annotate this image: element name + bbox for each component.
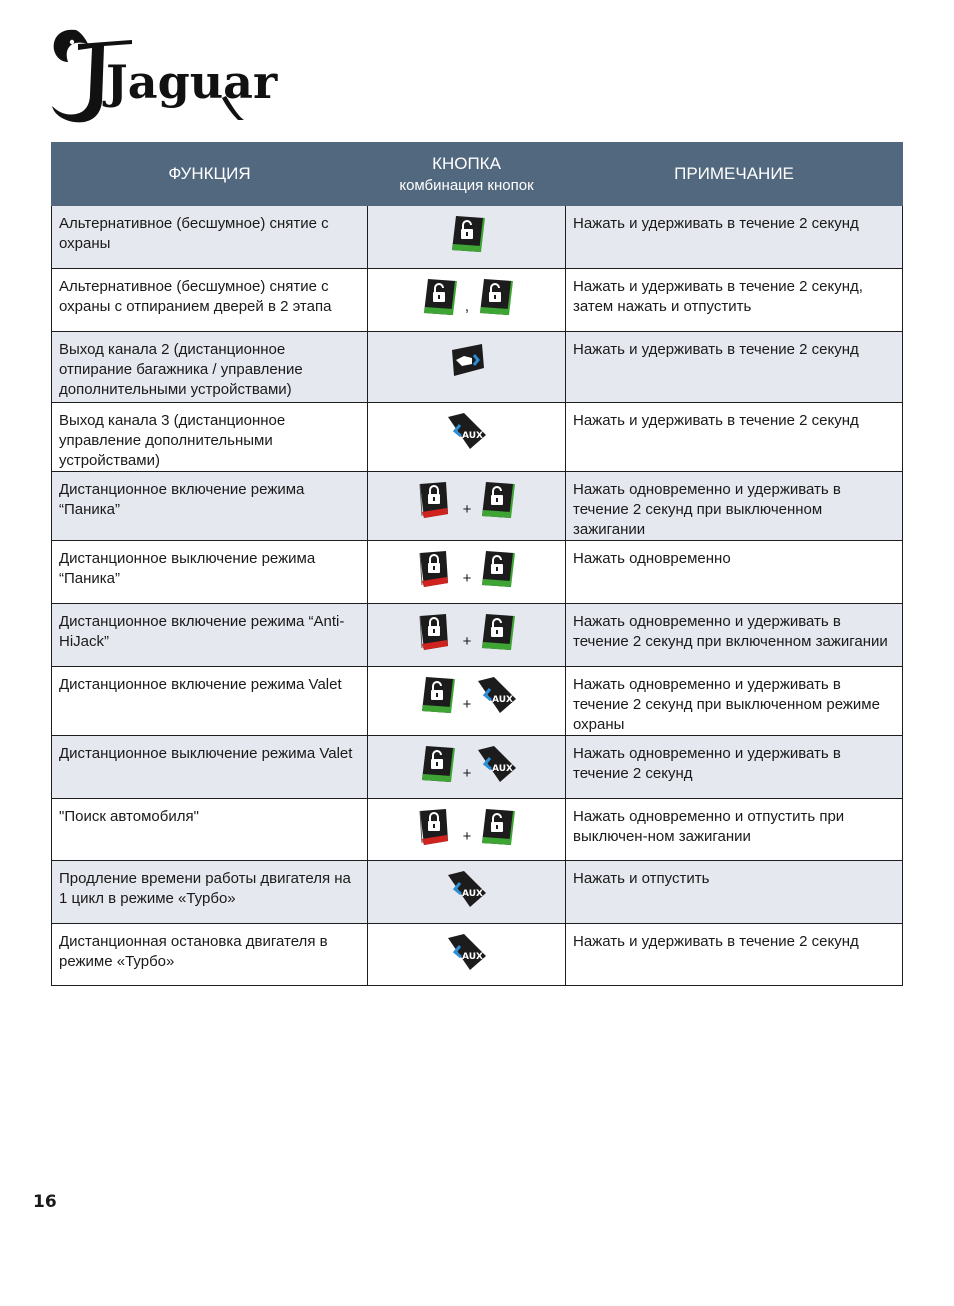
table-header-row <box>52 143 903 206</box>
function-cell: Дистанционное включение режима “Паника” <box>52 472 368 541</box>
plus-separator: + <box>462 696 472 713</box>
unlock-icon <box>476 480 518 520</box>
function-cell: Продление времени работы двигателя на 1 цикл в режиме «Турбо» <box>52 861 368 924</box>
table-row <box>52 541 903 604</box>
header-function-label: ФУНКЦИЯ <box>168 164 251 183</box>
table-row <box>52 924 903 986</box>
table-row <box>52 667 903 736</box>
plus-separator: + <box>462 765 472 782</box>
aux-icon <box>476 675 518 715</box>
table-row <box>52 861 903 924</box>
function-cell: Альтернативное (бесшумное) снятие с охраны <box>52 206 368 269</box>
button-cell <box>368 206 566 269</box>
aux-icon <box>476 744 518 784</box>
plus-separator: + <box>462 501 472 518</box>
function-cell: Дистанционное включение режима “Anti-HiJack” <box>52 604 368 667</box>
plus-separator: + <box>462 828 472 845</box>
function-cell: Альтернативное (бесшумное) снятие с охраны с отпиранием дверей в 2 этапа <box>52 269 368 332</box>
note-cell: Нажать одновременно и удерживать в течение 2 секунд при включенном зажигании <box>566 604 903 667</box>
logo-wordmark: Jaguar <box>106 55 278 109</box>
header-function <box>52 143 368 206</box>
note-cell: Нажать одновременно и удерживать в течение 2 секунд при выключенном зажигании <box>566 472 903 541</box>
aux-icon <box>446 932 488 972</box>
button-cell <box>368 541 566 604</box>
aux-icon <box>446 869 488 909</box>
table-row <box>52 472 903 541</box>
note-cell: Нажать и отпустить <box>566 861 903 924</box>
button-cell <box>368 269 566 332</box>
table-row <box>52 332 903 403</box>
aux-label: AUX <box>492 764 514 774</box>
header-button <box>368 143 566 206</box>
function-cell: Выход канала 2 (дистанционное отпирание багажника / управление дополнительными устройствами) <box>52 332 368 403</box>
function-cell: Дистанционная остановка двигателя в режиме «Турбо» <box>52 924 368 986</box>
note-cell: Нажать одновременно и отпустить при выключен-ном зажигании <box>566 799 903 861</box>
button-cell <box>368 924 566 986</box>
aux-label: AUX <box>462 431 483 441</box>
note-cell: Нажать одновременно <box>566 541 903 604</box>
aux-label: AUX <box>462 952 483 962</box>
table-row <box>52 403 903 472</box>
unlock-icon <box>416 744 458 784</box>
note-cell: Нажать и удерживать в течение 2 секунд <box>566 924 903 986</box>
trunk-icon <box>446 340 488 380</box>
jaguar-logo <box>50 22 278 126</box>
comma-separator: , <box>464 298 470 315</box>
note-cell: Нажать и удерживать в течение 2 секунд <box>566 332 903 403</box>
note-cell: Нажать одновременно и удерживать в течение 2 секунд <box>566 736 903 799</box>
unlock-icon <box>418 277 460 317</box>
note-cell: Нажать и удерживать в течение 2 секунд <box>566 403 903 472</box>
header-button-sublabel: комбинация кнопок <box>399 177 534 194</box>
function-cell: Дистанционное включение режима Valet <box>52 667 368 736</box>
button-cell <box>368 667 566 736</box>
button-cell <box>368 604 566 667</box>
lock-icon <box>416 612 458 652</box>
function-cell: Выход канала 3 (дистанционное управление дополнительными устройствами) <box>52 403 368 472</box>
unlock-icon <box>446 214 488 254</box>
button-cell <box>368 403 566 472</box>
function-cell: "Поиск автомобиля" <box>52 799 368 861</box>
table-row <box>52 604 903 667</box>
header-note <box>566 143 903 206</box>
plus-separator: + <box>462 633 472 650</box>
table-row <box>52 736 903 799</box>
function-cell: Дистанционное выключение режима “Паника” <box>52 541 368 604</box>
plus-separator: + <box>462 570 472 587</box>
button-cell <box>368 799 566 861</box>
unlock-icon <box>474 277 516 317</box>
table-row <box>52 269 903 332</box>
note-cell: Нажать одновременно и удерживать в течение 2 секунд при выключенном режиме охраны <box>566 667 903 736</box>
function-cell: Дистанционное выключение режима Valet <box>52 736 368 799</box>
unlock-icon <box>476 807 518 847</box>
header-note-label: ПРИМЕЧАНИЕ <box>674 164 794 183</box>
aux-icon <box>446 411 488 451</box>
button-cell <box>368 861 566 924</box>
aux-label: AUX <box>492 695 514 705</box>
page-number: 16 <box>33 1192 57 1212</box>
aux-label: AUX <box>462 889 483 899</box>
header-button-label: КНОПКА <box>432 154 501 173</box>
button-cell <box>368 736 566 799</box>
unlock-icon <box>476 549 518 589</box>
unlock-icon <box>416 675 458 715</box>
table-row <box>52 206 903 269</box>
note-cell: Нажать и удерживать в течение 2 секунд, затем нажать и отпустить <box>566 269 903 332</box>
note-cell: Нажать и удерживать в течение 2 секунд <box>566 206 903 269</box>
button-cell <box>368 472 566 541</box>
functions-table <box>51 142 903 986</box>
lock-icon <box>416 480 458 520</box>
lock-icon <box>416 807 458 847</box>
unlock-icon <box>476 612 518 652</box>
lock-icon <box>416 549 458 589</box>
table-row <box>52 799 903 861</box>
button-cell <box>368 332 566 403</box>
